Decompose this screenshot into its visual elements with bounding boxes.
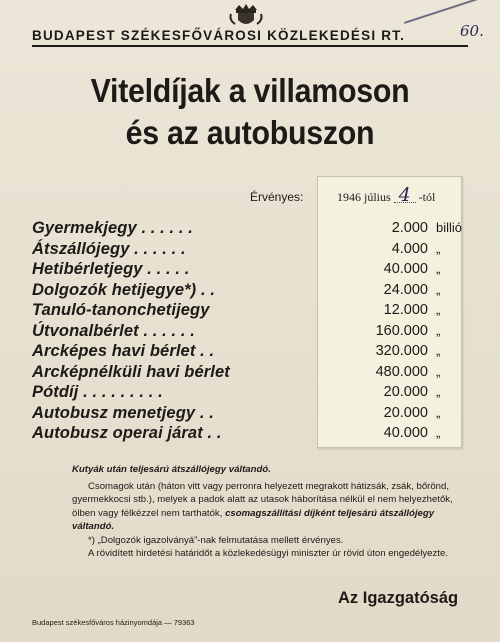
fare-name: Arcképes havi bérlet . . [32,342,215,360]
fare-name: Átszállójegy . . . . . . [32,239,186,258]
deadline-note: A rövidített hirdetési határidőt a közlekedésügyi miniszter úr rövid úton engedélyezte. [88,548,448,559]
poster-title [57,70,443,154]
validity-date [337,184,436,206]
fare-name: Gyermekjegy . . . . . . [32,219,193,237]
fare-price: 320.000 [375,343,428,359]
fare-row [32,424,472,445]
luggage-note: Csomagok után (háton vitt vagy perronra helyezett megrakott hátizsák, zsák, bőrönd, gyermekkocsi stb.), melyek a padok alatt az utasok háborítása nélkül el nem helyezhetők, ölben vagy félkézzel nem tarthatók, csomagszállítási díjként teljesárú átszállójegy váltandó. [72,480,453,532]
fare-row [32,281,472,302]
fare-name: Autobusz menetjegy . . [32,403,214,422]
validity-label: Érvényes: [250,190,304,204]
handwritten-note: 60. [460,22,484,40]
fare-unit: „ [436,384,441,399]
fare-price: 2.000 [391,220,428,236]
coat-of-arms-icon [227,2,265,28]
fare-name: Pótdíj . . . . . . . . . [32,383,163,401]
fare-row [32,383,472,404]
date-suffix: -tól [418,190,436,204]
fare-unit: „ [436,261,441,276]
dogs-note: Kutyák után teljesárú átszállójegy váltandó. [72,464,271,475]
fare-name: Tanuló-tanonchetijegy [32,301,210,319]
fare-unit: billió [436,220,463,235]
handwritten-stroke [404,0,490,24]
footnote: *) „Dolgozók igazolványá”-nak felmutatása mellett érvényes. [88,534,344,546]
fare-row [32,363,472,384]
fare-price: 4.000 [391,240,428,257]
fare-unit: „ [436,404,441,420]
fare-row [32,260,472,281]
title-line-1: Viteldíjak a villamoson [90,72,410,109]
date-prefix: 1946 július [337,190,391,204]
fare-name: Autobusz operai járat . . [32,424,222,442]
fare-unit: „ [436,343,441,358]
fare-unit: „ [436,281,441,297]
fare-price: 40.000 [383,261,428,277]
fare-name: Hetibérletjegy . . . . . [32,260,190,278]
fare-row [32,301,472,322]
notes-section [72,463,472,561]
fare-unit: „ [436,240,441,256]
fare-row [32,219,472,240]
fare-row [32,404,472,425]
fare-name: Arcképnélküli havi bérlet [32,362,230,381]
fare-unit: „ [436,363,441,379]
fare-price: 12.000 [383,302,428,318]
fare-price: 160.000 [375,322,428,339]
fare-name: Dolgozók hetijegye*) . . [32,280,216,299]
fare-list [32,219,472,445]
title-line-2: és az autobuszon [125,114,375,151]
fare-price: 40.000 [383,425,428,441]
fare-price: 20.000 [383,404,428,421]
date-day-handwritten: 4 [394,188,416,203]
printer-imprint: Budapest székesfőváros házinyomdája — 79363 [32,618,195,627]
fare-unit: „ [436,302,441,317]
fare-price: 24.000 [383,281,428,298]
fare-row [32,322,472,343]
fare-name: Útvonalbérlet . . . . . . [32,321,195,340]
company-header: BUDAPEST SZÉKESFŐVÁROSI KÖZLEKEDÉSI RT. [32,28,468,47]
fare-price: 480.000 [375,363,428,380]
fare-unit: „ [436,425,441,440]
fare-unit: „ [436,322,441,338]
fare-row [32,240,472,261]
fare-row [32,342,472,363]
fare-price: 20.000 [383,384,428,400]
signature: Az Igazgatóság [338,589,459,607]
